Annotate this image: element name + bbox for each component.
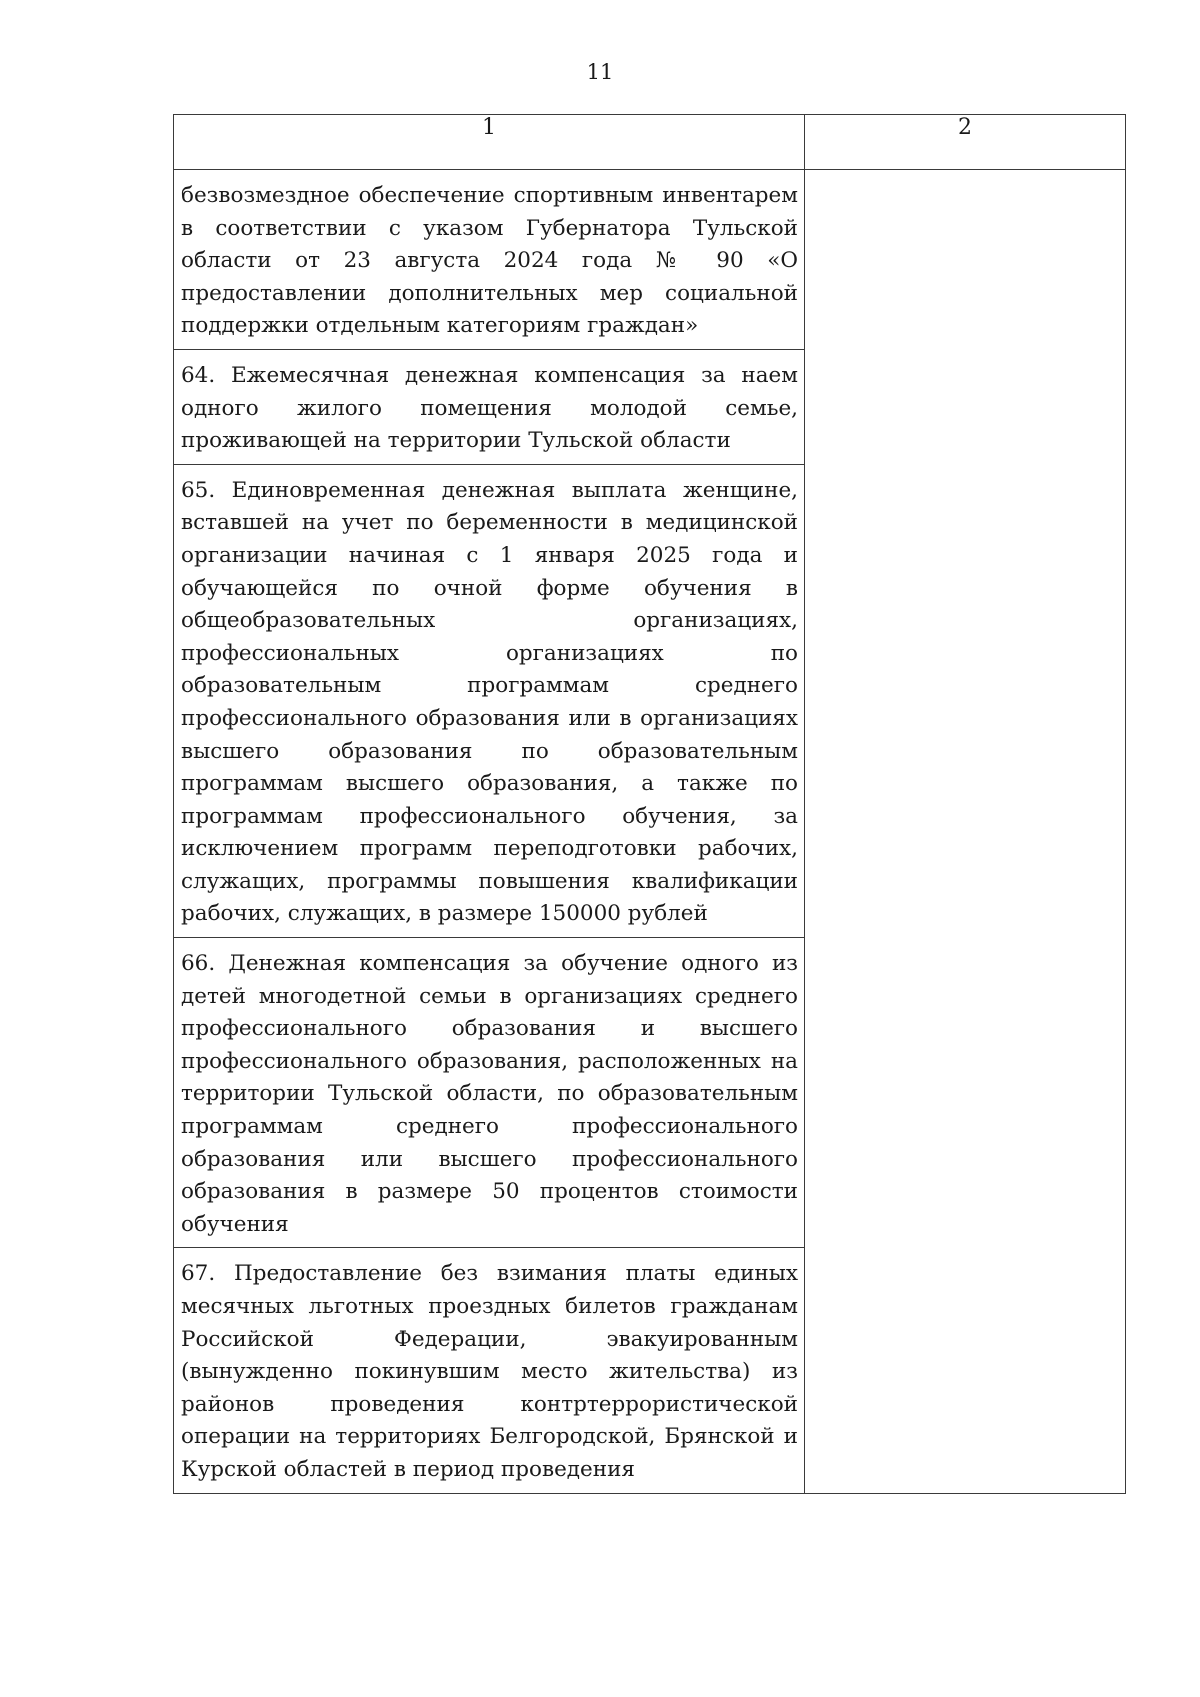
row-text-item-65: 65. Единовременная денежная выплата женщине, вставшей на учет по беременности в медицинской организации начиная с 1 января 2025 года и обучающейся по очной форме обучения в общеобразовательных организациях, профессиональных организациях по образовательным программам среднего профессионального образования или в организациях высшего образования по образовательным программам высшего образования, а также по программам профессионального обучения, за исключением программ переподготовки рабочих, служащих, программы повышения квалификации рабочих, служащих, в размере 150000 рублей bbox=[174, 464, 805, 937]
row-text-continuation: безвозмездное обеспечение спортивным инвентарем в соответствии с указом Губернатора Тульской области от 23 августа 2024 года № 90 «О предоставлении дополнительных мер социальной поддержки отдельным категориям граждан» bbox=[174, 170, 805, 350]
measures-table bbox=[173, 114, 1126, 1494]
column-header-1: 1 bbox=[174, 115, 805, 170]
column-2-empty-cell bbox=[805, 170, 1126, 1494]
column-header-2: 2 bbox=[805, 115, 1126, 170]
table-row bbox=[174, 170, 1126, 350]
table-header-row bbox=[174, 115, 1126, 170]
row-text-item-64: 64. Ежемесячная денежная компенсация за наем одного жилого помещения молодой семье, проживающей на территории Тульской области bbox=[174, 349, 805, 464]
row-text-item-66: 66. Денежная компенсация за обучение одного из детей многодетной семьи в организациях среднего профессионального образования и высшего профессионального образования, расположенных на территории Тульской области, по образовательным программам среднего профессионального образования или высшего профессионального образования в размере 50 процентов стоимости обучения bbox=[174, 938, 805, 1248]
row-text-item-67: 67. Предоставление без взимания платы единых месячных льготных проездных билетов гражданам Российской Федерации, эвакуированным (вынужденно покинувшим место жительства) из районов проведения контртеррористической операции на территориях Белгородской, Брянской и Курской областей в период проведения bbox=[174, 1248, 805, 1493]
page-number: 11 bbox=[586, 60, 614, 84]
